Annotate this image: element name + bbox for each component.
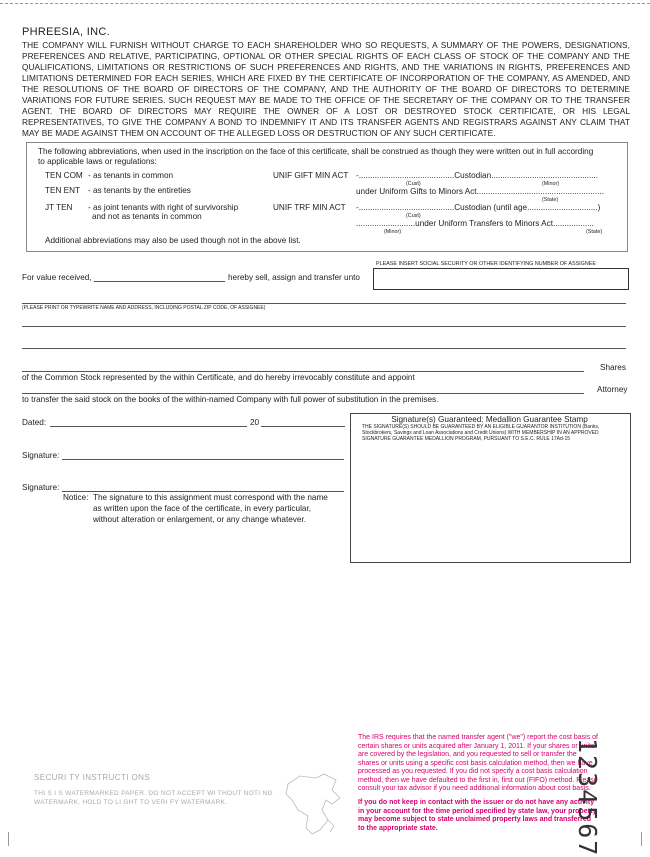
- for-value-label: For value received,: [22, 273, 92, 282]
- abbreviations-intro: The following abbreviations, when used in the inscription on the face of this certificate, shall be construed as though they were written out in full according to applicable laws or regulations:: [38, 147, 594, 166]
- notice-text-2: as written upon the face of the certificate, in every particular,: [93, 504, 311, 513]
- signature-label-2: Signature:: [22, 483, 60, 492]
- guarantee-title: Signature(s) Guaranteed: Medallion Guarantee Stamp: [391, 415, 588, 424]
- ten-ent-label: TEN ENT: [45, 186, 81, 195]
- unif-trf-state-note: (State): [586, 229, 603, 235]
- assignee-address-line-1[interactable]: [22, 326, 626, 327]
- ssn-label: PLEASE INSERT SOCIAL SECURITY OR OTHER IDENTIFYING NUMBER OF ASSIGNEE: [376, 261, 596, 267]
- ten-ent-desc: - as tenants by the entireties: [88, 186, 191, 195]
- notice-text-3: without alteration or enlargement, or any change whatever.: [93, 515, 307, 524]
- guarantee-text: THE SIGNATURE(S) SHOULD BE GUARANTEED BY AN ELIGIBLE GUARANTOR INSTITUTION (Banks, Stockbrokers, Savings and Loan Associations and Credit Unions) WITH MEMBERSHIP IN AN APPROVED SIGNATURE GUARANTEE MEDALLION PROGRAM, PURSUANT TO S.E.C. RULE 17Ad-15: [362, 424, 600, 442]
- ten-com-label: TEN COM: [45, 171, 83, 180]
- shares-line[interactable]: [22, 371, 584, 372]
- jt-ten-desc-2: and not as tenants in common: [92, 212, 202, 221]
- signature-label-1: Signature:: [22, 451, 60, 460]
- top-cut-line: [0, 3, 650, 4]
- corner-mark-left: [8, 832, 9, 846]
- jt-ten-label: JT TEN: [45, 203, 73, 212]
- corner-mark-right: [641, 832, 642, 846]
- jt-ten-desc-1: - as joint tenants with right of survivorship: [88, 203, 239, 212]
- company-name: PHREESIA, INC.: [22, 26, 110, 38]
- ten-com-desc: - as tenants in common: [88, 171, 174, 180]
- unif-trf-line: -..........................................Custodian (until age...............................): [356, 203, 601, 212]
- security-text: THI S I S WATERMARKED PAPER. DO NOT ACCEPT WI THOUT NOTI NG WATERMARK. HOLD TO LI GHT TO VERI FY WATERMARK.: [34, 790, 273, 806]
- for-value-field[interactable]: [94, 281, 225, 282]
- shares-label: Shares: [600, 363, 626, 372]
- assignee-name-line[interactable]: [22, 303, 626, 304]
- unif-gift-line-2: under Uniform Gifts to Minors Act........................................................: [356, 187, 604, 196]
- unif-gift-label: UNIF GIFT MIN ACT: [273, 171, 349, 180]
- unif-gift-cust-note: (Cust): [406, 181, 421, 187]
- unif-trf-label: UNIF TRF MIN ACT: [273, 203, 346, 212]
- common-stock-text: of the Common Stock represented by the within Certificate, and do hereby irrevocably constitute and appoint: [22, 373, 415, 382]
- unif-trf-line-2: ..........................under Uniform Transfers to Minors Act..................: [356, 219, 594, 228]
- notice-text-1: The signature to this assignment must correspond with the name: [93, 493, 328, 502]
- date-field[interactable]: [50, 426, 247, 427]
- unif-gift-state-note: (State): [542, 197, 559, 203]
- print-name-note: (PLEASE PRINT OR TYPEWRITE NAME AND ADDRESS, INCLUDING POSTAL ZIP CODE, OF ASSIGNEE): [22, 305, 266, 311]
- attorney-line[interactable]: [22, 393, 584, 394]
- unif-trf-cust-note: (Cust): [406, 213, 421, 219]
- signature-field-2[interactable]: [62, 491, 344, 492]
- security-title: SECURI TY INSTRUCTI ONS: [34, 773, 151, 782]
- hereby-sell-label: hereby sell, assign and transfer unto: [228, 273, 360, 282]
- unif-gift-minor-note: (Minor): [542, 181, 560, 187]
- irs-unclaimed-notice: If you do not keep in contact with the issuer or do not have any activity in your account for the time period specified by state law, your property may become subject to state unclaimed property laws and transferred to the appropriate state.: [358, 799, 597, 832]
- ssn-input[interactable]: [373, 268, 629, 290]
- year-prefix: 20: [250, 418, 260, 427]
- notice-label: Notice:: [63, 493, 89, 502]
- to-transfer-text: to transfer the said stock on the books of the within-named Company with full power of substitution in the premises.: [22, 395, 439, 404]
- legal-notice: THE COMPANY WILL FURNISH WITHOUT CHARGE TO EACH SHAREHOLDER WHO SO REQUESTS, A SUMMARY OF THE POWERS, DESIGNATIONS, PREFERENCES AND RELATIVE, PARTICIPATING, OPTIONAL OR OTHER SPECIAL RIGHTS OF EACH CLASS OF STOCK OF THE COMPANY AND THE QUALIFICATIONS, LIMITATIONS OR RESTRICTIONS OF SUCH PREFERENCES AND RIGHTS, AND THE VARIATIONS IN RIGHTS, PREFERENCES AND LIMITATIONS DETERMINED FOR EACH SERIES, WHICH ARE FIXED BY THE CERTIFICATE OF INCORPORATION OF THE COMPANY, AS AMENDED, AND THE RESOLUTIONS OF THE BOARD OF DIRECTORS OF THE COMPANY, AND THE AUTHORITY OF THE BOARD OF DIRECTORS TO DETERMINE VARIATIONS FOR FUTURE SERIES. SUCH REQUEST MAY BE MADE TO THE OFFICE OF THE SECRETARY OF THE COMPANY OR TO THE TRANSFER AGENT. THE BOARD OF DIRECTORS MAY REQUIRE THE OWNER OF A LOST OR DESTROYED STOCK CERTIFICATE, OR HIS LEGAL REPRESENTATIVES, TO GIVE THE COMPANY A BOND TO INDEMNIFY IT AND ITS TRANSFER AGENTS AND REGISTRARS AGAINST ANY CLAIM THAT MAY BE MADE AGAINST THEM ON ACCOUNT OF THE ALLEGED LOSS OR DESTRUCTION OF ANY SUCH CERTIFICATE.: [22, 40, 630, 138]
- year-field[interactable]: [261, 426, 345, 427]
- unif-gift-line: -..........................................Custodian...............................................: [356, 171, 599, 180]
- attorney-label: Attorney: [597, 385, 628, 394]
- serial-number: 1234567: [573, 738, 602, 857]
- abbreviations-footer: Additional abbreviations may also be used though not in the above list.: [45, 236, 301, 245]
- unif-trf-minor-note: (Minor): [384, 229, 402, 235]
- dated-label: Dated:: [22, 418, 47, 427]
- assignee-address-line-2[interactable]: [22, 348, 626, 349]
- signature-field-1[interactable]: [62, 459, 344, 460]
- irs-notice: The IRS requires that the named transfer agent ("we") report the cost basis of certain shares or units acquired after January 1, 2011. If your shares or units are covered by the legislation, and you requested to sell or transfer the shares or units using a specific cost basis calculation method, then we have processed as you requested. If you did not specify a cost basis calculation method, then we have defaulted to the first in, first out (FIFO) method. Please consult your tax advisor if you need additional information about cost basis.: [358, 734, 598, 792]
- map-outline-icon: [282, 770, 352, 840]
